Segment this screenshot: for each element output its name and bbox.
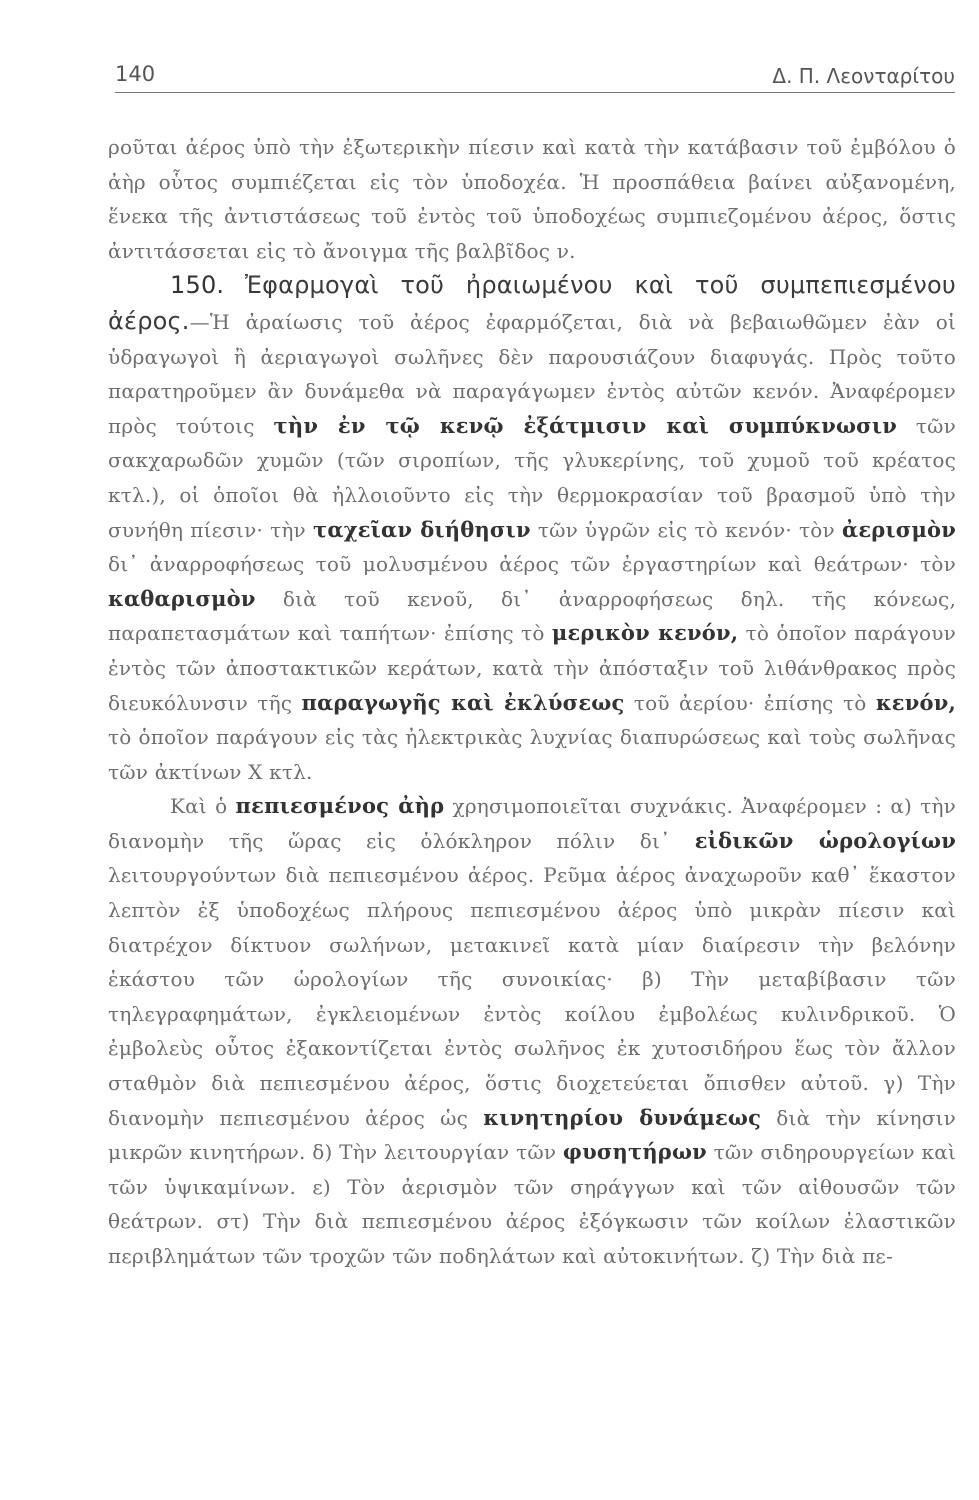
- paragraph-section-150: [108, 268, 956, 789]
- section-heading: Ἐφαρμογαὶ τοῦ ἠραιωμένου καὶ τοῦ συμπεπιεσμένου ἀέρος.: [108, 271, 956, 335]
- section-number: 150.: [170, 271, 225, 300]
- paragraph-compressed-air: [108, 789, 956, 1273]
- page-number: 140: [115, 62, 156, 86]
- paragraph-text: τῶν σιδηρουργείων καὶ τῶν ὑψικαμίνων. ε) Τὸν ἀερισμὸν τῶν σηράγγων καὶ τῶν αἰθουσῶν τῶν θεάτρων. στ) Τὴν διὰ πεπιεσμένου ἀέρος ἐξόγκωσιν τῶν κοίλων ἐλαστικῶν περιβλημάτων τῶν τροχῶν τῶν ποδηλάτων καὶ αὐτοκινήτων. ζ) Τὴν διὰ πε-: [108, 1140, 956, 1268]
- paragraph-text: τῶν ὑγρῶν εἰς τὸ κενόν· τὸν: [537, 517, 835, 542]
- paragraph-text: τῶν σακχαρωδῶν χυμῶν (τῶν σιροπίων, τῆς γλυκερίνης, τοῦ χυμοῦ τοῦ κρέατος κτλ.), οἱ ὁποῖοι θὰ ἠλλοιοῦντο εἰς τὴν θερμοκρασίαν τοῦ βρασμοῦ ὑπὸ τὴν συνήθη πίεσιν· τὴν: [108, 413, 956, 542]
- header-rule: [115, 92, 955, 93]
- paragraph-text: τὸ ὁποῖον παράγουν εἰς τὰς ἠλεκτρικὰς λυχνίας διαπυρώσεως καὶ τοὺς σωλῆνας τῶν ἀκτίνων X κτλ.: [108, 725, 956, 784]
- text-body: [108, 130, 956, 1274]
- emphasis-text: πεπιεσμένος ἀὴρ: [235, 793, 445, 819]
- paragraph-text: —Ἡ ἀραίωσις τοῦ ἀέρος ἐφαρμόζεται, διὰ νὰ βεβαιωθῶμεν ἐὰν οἱ ὑδραγωγοὶ ἢ ἀεριαγωγοὶ σωλῆνες δὲν παρουσιάζουν διαφυγάς. Πρὸς τοῦτο παρατηροῦμεν ἂν δυνάμεθα νὰ παραγάγωμεν ἐντὸς αὐτῶν κενόν. Ἀναφέρομεν πρὸς τούτοις: [108, 309, 956, 438]
- paragraph-text: διὰ τὴν κίνησιν μικρῶν κινητήρων. δ) Τὴν λειτουργίαν τῶν: [108, 1105, 956, 1165]
- paragraph-text: χρησιμοποιεῖται συχνάκις. Ἀναφέρομεν : α) τὴν διανομὴν τῆς ὥρας εἰς ὁλόκληρον πόλιν δι᾽: [108, 794, 957, 853]
- emphasis-text: μερικὸν κενόν,: [551, 620, 739, 646]
- emphasis-text: φυσητήρων: [562, 1139, 707, 1165]
- emphasis-text: παραγωγῆς καὶ ἐκλύσεως: [301, 689, 625, 715]
- paragraph-text: τὸ ὁποῖον παράγουν ἐντὸς τῶν ἀποστακτικῶν κεράτων, κατὰ τὴν ἀπόσταξιν τοῦ λιθάνθρακος πρὸς διευκόλυνσιν τῆς: [108, 621, 957, 715]
- page-header: [115, 58, 955, 88]
- running-head: Δ. Π. Λεονταρίτου: [772, 64, 955, 88]
- emphasis-text: εἰδικῶν ὡρολογίων: [694, 827, 956, 853]
- emphasis-text: τὴν ἐν τῷ κενῷ ἐξάτμισιν καὶ συμπύκνωσιν: [273, 412, 897, 438]
- emphasis-text: κενόν,: [875, 689, 956, 715]
- paragraph-text: Καὶ ὁ: [170, 794, 228, 819]
- paragraph-text: τοῦ ἀερίου· ἐπίσης τὸ: [633, 690, 867, 715]
- paragraph-continuation: [108, 130, 956, 268]
- emphasis-text: ταχεῖαν διήθησιν: [313, 516, 531, 542]
- paragraph-text: διὰ τοῦ κενοῦ, δι᾽ ἀναρροφήσεως δηλ. τῆς κόνεως, παραπετασμάτων καὶ ταπήτων· ἐπίσης τὸ: [108, 586, 956, 646]
- paragraph-text: ροῦται ἀέρος ὑπὸ τὴν ἐξωτερικὴν πίεσιν καὶ κατὰ τὴν κατάβασιν τοῦ ἐμβόλου ὁ ἀὴρ οὗτος συμπιέζεται εἰς τὸν ὑποδοχέα. Ἡ προσπάθεια βαίνει αὐξανομένη, ἕνεκα τῆς ἀντιστάσεως τοῦ ἐντὸς τοῦ ὑποδοχέως συμπιεζομένου ἀέρος, ὅστις ἀντιτάσσεται εἰς τὸ ἄνοιγμα τῆς βαλβῖδος ν.: [108, 135, 956, 263]
- emphasis-text: κινητηρίου δυνάμεως: [483, 1104, 762, 1130]
- emphasis-text: καθαρισμὸν: [108, 585, 256, 611]
- paragraph-text: λειτουργούντων διὰ πεπιεσμένου ἀέρος. Ρεῦμα ἀέρος ἀναχωροῦν καθ᾽ ἕκαστον λεπτὸν ἐξ ὑποδοχέως πλήρους πεπιεσμένου ἀέρος ὑπὸ μικρὰν πίεσιν καὶ διατρέχον δίκτυον σωλήνων, μετακινεῖ κατὰ μίαν διαίρεσιν τὴν βελόνην ἑκάστου τῶν ὡρολογίων τῆς συνοικίας· β) Τὴν μεταβίβασιν τῶν τηλεγραφημάτων, ἐγκλειομένων ἐντὸς κοίλου ἐμβολέως κυλινδρικοῦ. Ὁ ἐμβολεὺς οὗτος ἐξακοντίζεται ἐντὸς σωλῆνος ἐκ χυτοσιδήρου ἕως τὸν ἄλλον σταθμὸν διὰ πεπιεσμένου ἀέρος, ὅστις διοχετεύεται ὄπισθεν αὐτοῦ. γ) Τὴν διανομὴν πεπιεσμένου ἀέρος ὡς: [108, 863, 956, 1130]
- paragraph-text: δι᾽ ἀναρροφήσεως τοῦ μολυσμένου ἀέρος τῶν ἐργαστηρίων καὶ θεάτρων· τὸν: [108, 552, 956, 577]
- emphasis-text: ἀερισμὸν: [841, 516, 957, 542]
